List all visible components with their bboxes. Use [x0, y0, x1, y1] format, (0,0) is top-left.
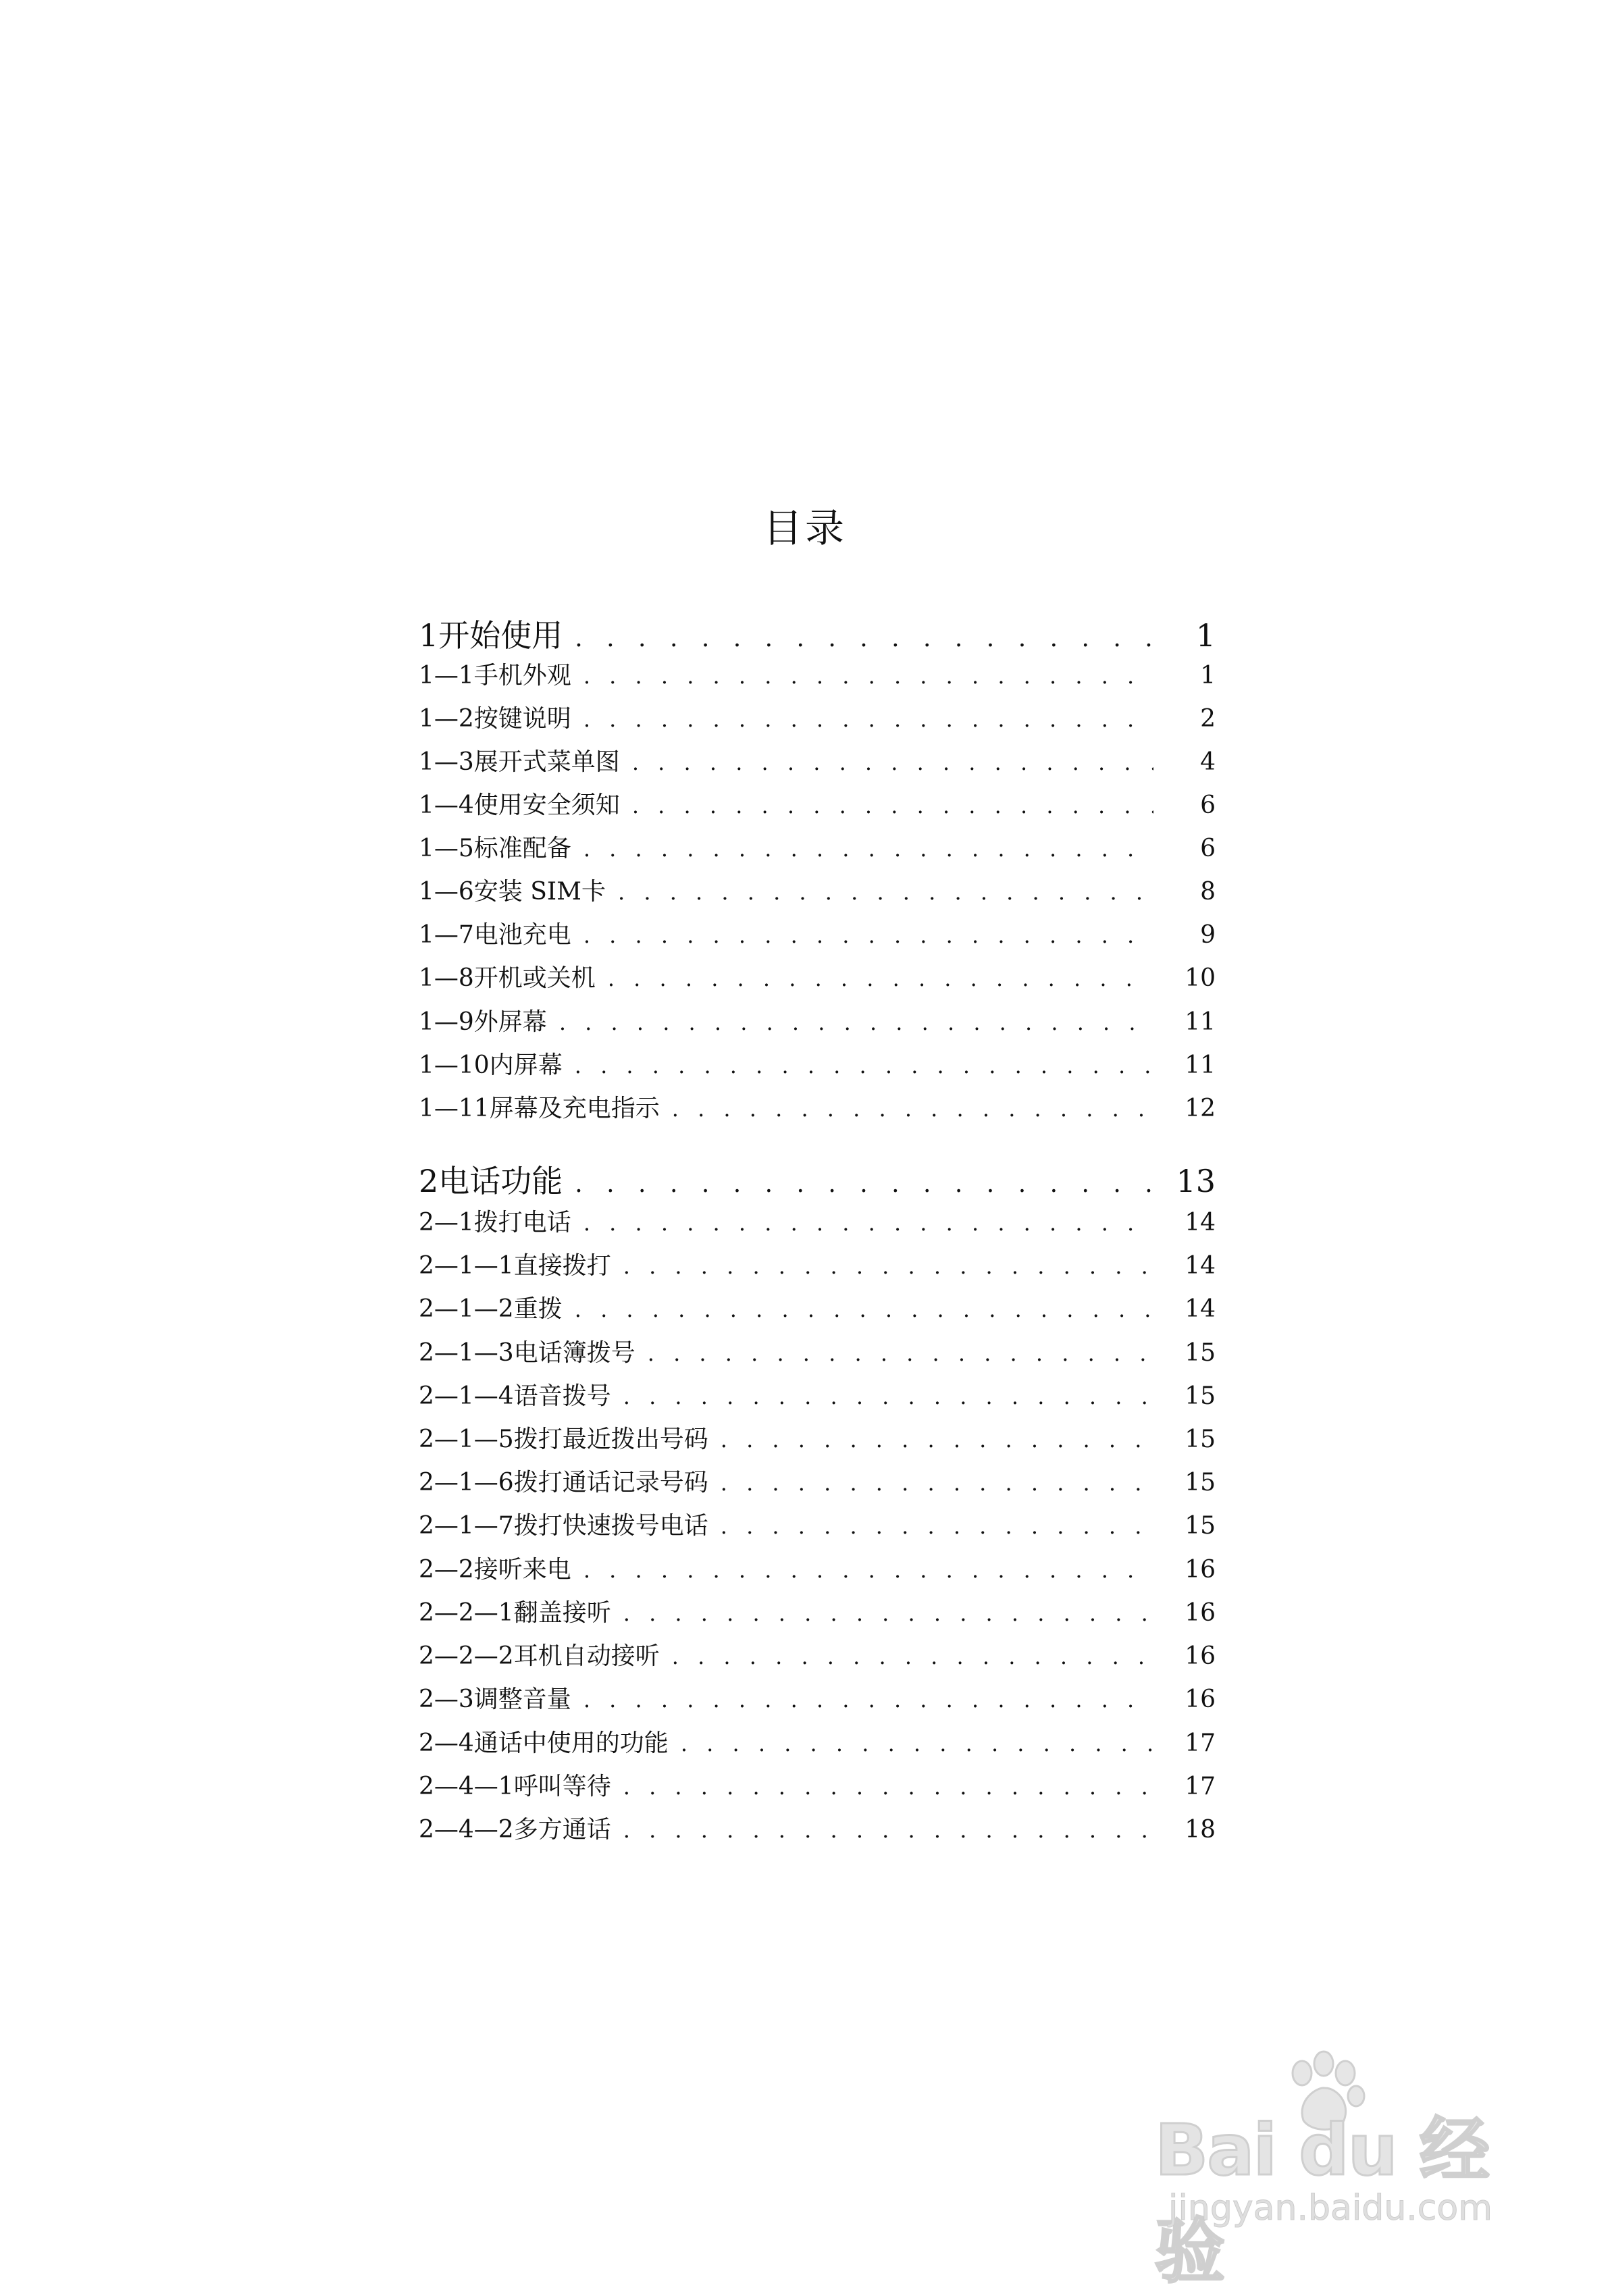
- toc-entry: [419, 1724, 1216, 1758]
- toc-leader-dots: [623, 1600, 1153, 1626]
- toc-page-number: 8: [1200, 878, 1216, 906]
- toc-entry: [419, 1810, 1216, 1844]
- toc-leader-dots: [623, 1253, 1153, 1279]
- toc-entry: [419, 1420, 1216, 1454]
- toc-entry-label: 2—1—7拨打快速拨号电话: [419, 1512, 708, 1540]
- toc-entry-label: 2—2—1翻盖接听: [419, 1599, 611, 1627]
- toc-entry: [419, 1507, 1216, 1540]
- toc-page-number: 15: [1185, 1426, 1216, 1453]
- toc-page-number: 6: [1200, 791, 1216, 819]
- toc-leader-dots: [608, 966, 1153, 991]
- toc-page-number: 16: [1185, 1686, 1216, 1713]
- toc-leader-dots: [721, 1427, 1153, 1453]
- toc-entry-label: 2—1—1直接拨打: [419, 1252, 611, 1280]
- toc-entry: [419, 959, 1216, 993]
- toc-leader-dots: [721, 1470, 1153, 1496]
- toc-page-number: 16: [1185, 1642, 1216, 1670]
- toc-page-number: 15: [1185, 1512, 1216, 1540]
- toc-entry: [419, 656, 1216, 690]
- toc-leader-dots: [623, 1774, 1153, 1800]
- toc-chapter-entry: [419, 611, 1216, 652]
- toc-page-number: 15: [1185, 1469, 1216, 1496]
- toc-entry: [419, 700, 1216, 733]
- toc-leader-dots: [618, 879, 1153, 905]
- toc-leader-dots: [583, 1210, 1153, 1236]
- toc-entry-label: 1—6安装 SIM卡: [419, 878, 606, 906]
- toc-page-number: 16: [1185, 1556, 1216, 1584]
- toc-leader-dots: [623, 1817, 1153, 1843]
- toc-entry-label: 2—4通话中使用的功能: [419, 1729, 669, 1757]
- toc-page-number: 14: [1185, 1209, 1216, 1236]
- toc-entry: [419, 1046, 1216, 1080]
- toc-entry-label: 1—5标准配备: [419, 835, 571, 862]
- toc-entry-label: 1—10内屏幕: [419, 1051, 563, 1079]
- toc-entry: [419, 829, 1216, 863]
- toc-leader-dots: [648, 1340, 1153, 1366]
- toc-leader-dots: [632, 793, 1153, 818]
- toc-page-number: 18: [1185, 1816, 1216, 1844]
- toc-leader-dots: [583, 922, 1153, 948]
- toc-page-number: 6: [1200, 835, 1216, 862]
- toc-entry-label: 2—1—2重拨: [419, 1295, 563, 1323]
- toc-leader-dots: [583, 836, 1153, 862]
- toc-page-number: 11: [1185, 1051, 1216, 1079]
- toc-page-number: 14: [1185, 1252, 1216, 1280]
- toc-page-number: 15: [1185, 1382, 1216, 1410]
- toc-leader-dots: [672, 1644, 1153, 1669]
- toc-page-number: 4: [1200, 748, 1216, 776]
- toc-entry-label: 2—2接听来电: [419, 1556, 571, 1584]
- page-title: 目录: [762, 505, 847, 551]
- toc-entry-label: 1开始使用: [419, 617, 563, 654]
- toc-entry-label: 2—3调整音量: [419, 1686, 571, 1713]
- toc-page-number: 15: [1185, 1339, 1216, 1367]
- toc-entry: [419, 916, 1216, 949]
- toc-leader-dots: [583, 706, 1153, 732]
- toc-entry-label: 1—8开机或关机: [419, 964, 596, 992]
- toc-leader-dots: [575, 1053, 1153, 1078]
- watermark-brand: Bai du 经验: [1155, 2109, 1488, 2293]
- toc-entry-label: 2—1拨打电话: [419, 1209, 571, 1236]
- toc-leader-dots: [575, 1297, 1153, 1322]
- toc-leader-dots: [583, 1687, 1153, 1713]
- toc-entry-label: 1—11屏幕及充电指示: [419, 1095, 660, 1122]
- toc-entry: [419, 1637, 1216, 1671]
- toc-page-number: 13: [1176, 1163, 1216, 1199]
- toc-entry: [419, 1767, 1216, 1801]
- toc-entry-label: 1—4使用安全须知: [419, 791, 620, 819]
- toc-entry: [419, 1594, 1216, 1627]
- toc-leader-dots: [623, 1384, 1153, 1409]
- toc-page-number: 11: [1185, 1008, 1216, 1036]
- toc-entry: [419, 1003, 1216, 1037]
- toc-page-number: 1: [1195, 617, 1216, 654]
- toc-entry-label: 2—1—3电话簿拨号: [419, 1339, 635, 1367]
- toc-entry: [419, 1334, 1216, 1367]
- toc-entry: [419, 1680, 1216, 1714]
- toc-entry-label: 1—3展开式菜单图: [419, 748, 620, 776]
- toc-leader-dots: [681, 1731, 1153, 1756]
- toc-entry-label: 2—2—2耳机自动接听: [419, 1642, 660, 1670]
- toc-entry-label: 2—1—6拨打通话记录号码: [419, 1469, 708, 1496]
- toc-entry: [419, 1203, 1216, 1237]
- toc-page-number: 10: [1185, 964, 1216, 992]
- toc-leader-dots: [559, 1010, 1153, 1035]
- toc-entry: [419, 872, 1216, 906]
- toc-page-number: 9: [1200, 921, 1216, 949]
- toc-entry: [419, 1463, 1216, 1497]
- toc-entry-label: 1—2按键说明: [419, 705, 571, 733]
- toc-leader-dots: [721, 1513, 1153, 1539]
- toc-entry-label: 2—1—4语音拨号: [419, 1382, 611, 1410]
- toc-page-number: 16: [1185, 1599, 1216, 1627]
- toc-leader-dots: [672, 1096, 1153, 1122]
- toc-page-number: 1: [1200, 662, 1216, 689]
- toc-entry-label: 2电话功能: [419, 1163, 563, 1199]
- toc-entry-label: 1—9外屏幕: [419, 1008, 547, 1036]
- toc-entry: [419, 1550, 1216, 1584]
- toc-entry: [419, 1089, 1216, 1123]
- toc-entry: [419, 786, 1216, 820]
- toc-entry: [419, 1377, 1216, 1411]
- toc-page-number: 2: [1200, 705, 1216, 733]
- toc-leader-dots: [583, 663, 1153, 689]
- toc-leader-dots: [632, 750, 1153, 775]
- toc-chapter-entry: [419, 1157, 1216, 1197]
- toc-entry-label: 1—7电池充电: [419, 921, 571, 949]
- toc-entry-label: 2—4—1呼叫等待: [419, 1773, 611, 1800]
- toc-entry: [419, 743, 1216, 777]
- toc-page-number: 17: [1185, 1729, 1216, 1757]
- toc-leader-dots: [583, 1557, 1153, 1583]
- toc-leader-dots: [575, 1170, 1153, 1198]
- toc-entry-label: 1—1手机外观: [419, 662, 571, 689]
- toc-page-number: 17: [1185, 1773, 1216, 1800]
- watermark-url: jingyan.baidu.com: [1168, 2188, 1492, 2228]
- toc-page-number: 14: [1185, 1295, 1216, 1323]
- toc-entry: [419, 1247, 1216, 1280]
- toc-leader-dots: [575, 625, 1153, 652]
- watermark: [1141, 2046, 1547, 2293]
- toc-entry-label: 2—1—5拨打最近拨出号码: [419, 1426, 708, 1453]
- toc-entry: [419, 1290, 1216, 1324]
- toc-entry-label: 2—4—2多方通话: [419, 1816, 611, 1844]
- toc-page-number: 12: [1185, 1095, 1216, 1122]
